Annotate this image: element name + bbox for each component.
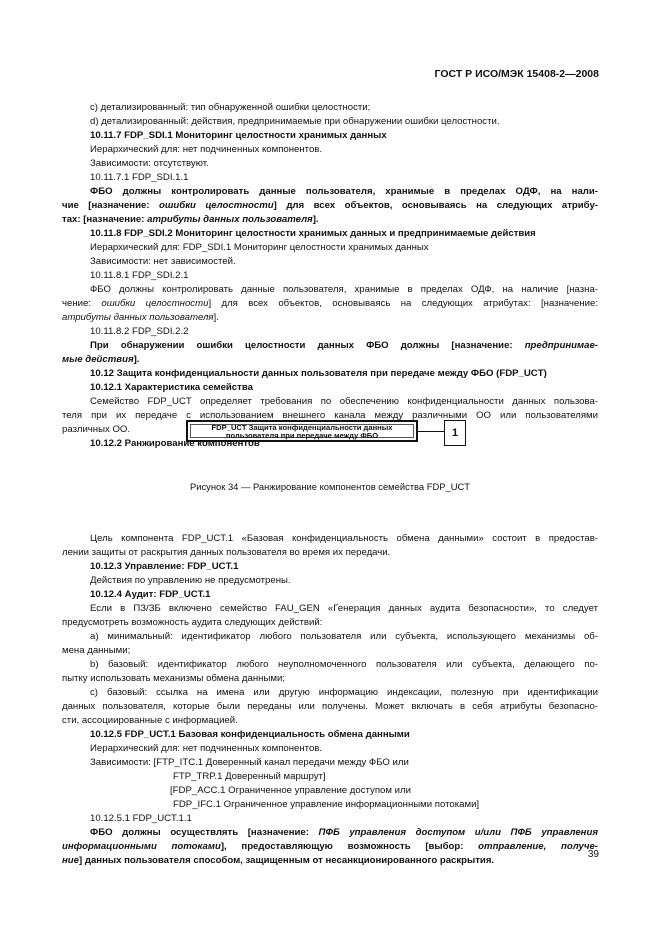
text-segment: атрибуты данных пользователя <box>62 312 214 323</box>
text-line <box>90 143 598 157</box>
text-segment: предусмотреть возможность аудита следующих действий: <box>62 617 323 628</box>
text-segment: d) детализированный: действия, предпринимаемые при обнаружении ошибки целостности. <box>90 116 500 127</box>
text-line <box>62 672 598 686</box>
text-line <box>62 854 598 868</box>
connector-line <box>418 431 444 432</box>
text-segment: чение: <box>62 298 102 309</box>
text-segment: тах: [назначение: <box>62 214 148 225</box>
text-segment: 10.11.8 FDP_SDI.2 Мониторинг целостности хранимых данных и предпринимаемые действия <box>90 228 536 239</box>
text-line <box>90 686 598 700</box>
text-line <box>90 826 598 840</box>
text-segment: Иерархический для: нет подчиненных компонентов. <box>90 743 323 754</box>
text-line <box>62 311 598 325</box>
component-box <box>186 420 418 442</box>
text-segment: ние <box>62 855 79 866</box>
text-line <box>90 367 626 381</box>
text-line <box>90 255 598 269</box>
text-segment: 10.11.7 FDP_SDI.1 Мониторинг целостности хранимых данных <box>90 130 387 141</box>
text-line <box>90 129 626 143</box>
text-segment: лении защиты от раскрытия данных пользователя во время их передачи. <box>62 547 391 558</box>
text-line <box>90 588 626 602</box>
text-segment: Иерархический для: FDP_SDI.1 Мониторинг целостности хранимых данных <box>90 242 429 253</box>
text-line <box>90 101 598 115</box>
text-segment: FDP_IFC.1 Ограниченное управление информационными потоками] <box>173 799 480 810</box>
text-segment: пытку использовать механизмы обмена данными; <box>62 673 285 684</box>
text-segment: 10.12.5 FDP_UCT.1 Базовая конфиденциальность обмена данными <box>90 729 410 740</box>
text-line <box>90 658 598 672</box>
text-segment: Семейство FDP_UCT определяет требования по обеспечению конфиденциальности данных пользова- <box>90 396 598 407</box>
text-line <box>62 297 598 311</box>
text-segment: информационными потоками <box>62 841 221 852</box>
text-line <box>90 283 598 297</box>
text-line <box>173 798 479 812</box>
page-number: 39 <box>587 849 599 860</box>
text-segment: 10.12.1 Характеристика семейства <box>90 382 253 393</box>
text-line <box>62 644 598 658</box>
text-line <box>90 381 626 395</box>
text-segment: b) базовый: идентификатор любого неуполномоченного пользователя или субъекта, делающего по- <box>90 659 598 670</box>
text-line <box>90 532 598 546</box>
text-line <box>90 630 598 644</box>
text-line <box>90 115 598 129</box>
text-segment: Зависимости: отсутствуют. <box>90 158 209 169</box>
text-segment: мена данными; <box>62 645 131 656</box>
text-segment: 10.12 Защита конфиденциальности данных пользователя при передаче между ФБО (FDP_UCT) <box>90 368 547 379</box>
text-segment: а) минимальный: идентификатор любого пользователя или субъекта, использующего механизмы об- <box>90 631 598 642</box>
text-segment: данных пользователя, которые были переданы или получены. Может включать в себя атрибуты безопасно- <box>62 701 598 712</box>
text-line <box>62 546 598 560</box>
text-line <box>90 756 598 770</box>
text-segment: 10.11.8.2 FDP_SDI.2.2 <box>90 326 189 337</box>
text-segment: ] для всех объектов, основываясь на следующих атрибутах: [назначение: <box>208 298 598 309</box>
text-line <box>62 714 598 728</box>
text-line <box>62 213 598 227</box>
text-line <box>90 185 598 199</box>
text-segment: 10.12.5.1 FDP_UCT.1.1 <box>90 813 192 824</box>
text-segment: ], предоставляющую возможность [выбор: <box>220 841 479 852</box>
text-line <box>90 395 598 409</box>
text-segment: При обнаружении ошибки целостности данных ФБО должны [назначение: <box>90 340 525 351</box>
text-segment: Зависимости: нет зависимостей. <box>90 256 236 267</box>
text-segment: с) базовый: ссылка на имена или другую информацию индексации, полезную при идентификации <box>90 687 598 698</box>
text-segment: 10.11.7.1 FDP_SDI.1.1 <box>90 172 189 183</box>
text-segment: ошибки целостности <box>159 200 274 211</box>
text-segment: ФБО должны контролировать данные пользователя, хранимые в пределах ОДФ, на наличие [назна- <box>90 284 598 295</box>
text-segment: ]. <box>213 312 219 323</box>
text-line <box>90 325 598 339</box>
figure-caption: Рисунок 34 — Ранжирование компонентов семейства FDP_UCT <box>190 481 470 492</box>
text-line <box>90 339 598 353</box>
text-segment: ]. <box>312 214 319 225</box>
text-line <box>90 171 598 185</box>
text-line <box>62 700 598 714</box>
text-segment: ]. <box>133 354 140 365</box>
text-segment: различных ОО. <box>62 424 131 435</box>
text-segment: отправление, получе- <box>478 841 598 852</box>
text-segment: сти, ассоциированные с информацией. <box>62 715 238 726</box>
text-line <box>90 728 626 742</box>
text-segment: чие [назначение: <box>62 200 159 211</box>
text-line <box>62 616 598 630</box>
text-segment: ФБО должны контролировать данные пользователя, хранимые в пределах ОДФ, на нали- <box>90 186 598 197</box>
text-segment: Если в ПЗ/ЗБ включено семейство FAU_GEN «Генерация данных аудита безопасности», то следует <box>90 603 598 614</box>
text-line <box>170 784 411 798</box>
text-segment: ошибки целостности <box>101 298 209 309</box>
text-line <box>90 602 598 616</box>
component-level-number: 1 <box>444 420 466 446</box>
text-line <box>90 574 598 588</box>
text-segment: 10.12.3 Управление: FDP_UCT.1 <box>90 561 239 572</box>
text-line <box>62 199 598 213</box>
text-line <box>90 269 598 283</box>
text-segment: 10.12.2 Ранжирование компонентов <box>90 438 260 449</box>
text-line <box>90 157 598 171</box>
text-segment: Иерархический для: нет подчиненных компонентов. <box>90 144 323 155</box>
text-line <box>62 353 598 367</box>
text-line <box>173 770 326 784</box>
text-line <box>90 742 598 756</box>
text-segment: атрибуты данных пользователя <box>147 214 313 225</box>
text-segment: ] данных пользователя способом, защищенным от несанкционированного раскрытия. <box>79 855 495 866</box>
text-segment: ФБО должны осуществлять [назначение: <box>90 827 319 838</box>
text-segment: 10.11.8.1 FDP_SDI.2.1 <box>90 270 189 281</box>
text-segment: ] для всех объектов, основываясь на следующих атрибу- <box>273 200 599 211</box>
text-segment: предпринимае- <box>524 340 598 351</box>
text-segment: Цель компонента FDP_UCT.1 «Базовая конфиденциальность обмена данными» состоит в предостав- <box>90 533 598 544</box>
component-box-line2: пользователя при передаче между ФБО <box>225 431 379 440</box>
text-segment: [FDP_ACC.1 Ограниченное управление доступом или <box>170 785 411 796</box>
text-segment: Зависимости: [FTP_ITC.1 Доверенный канал передачи между ФБО или <box>90 757 409 768</box>
text-segment: с) детализированный: тип обнаруженной ошибки целостности; <box>90 102 371 113</box>
text-segment: 10.12.4 Аудит: FDP_UCT.1 <box>90 589 211 600</box>
text-line <box>62 840 598 854</box>
text-line <box>90 560 626 574</box>
text-line <box>90 241 598 255</box>
text-line <box>90 227 626 241</box>
text-segment: теля при их передаче с использованием внешнего канала между различными ОО или пользователями <box>62 410 598 421</box>
document-header: ГОСТ Р ИСО/МЭК 15408-2—2008 <box>434 68 599 80</box>
text-segment: Действия по управлению не предусмотрены. <box>90 575 291 586</box>
component-box-line1: FDP_UCT Защита конфиденциальности данных <box>211 423 393 432</box>
text-segment: мые действия <box>62 354 134 365</box>
text-segment: FTP_TRP.1 Доверенный маршрут] <box>173 771 326 782</box>
text-segment: ПФБ управления доступом и/или ПФБ управления <box>318 827 598 838</box>
text-line <box>90 812 598 826</box>
